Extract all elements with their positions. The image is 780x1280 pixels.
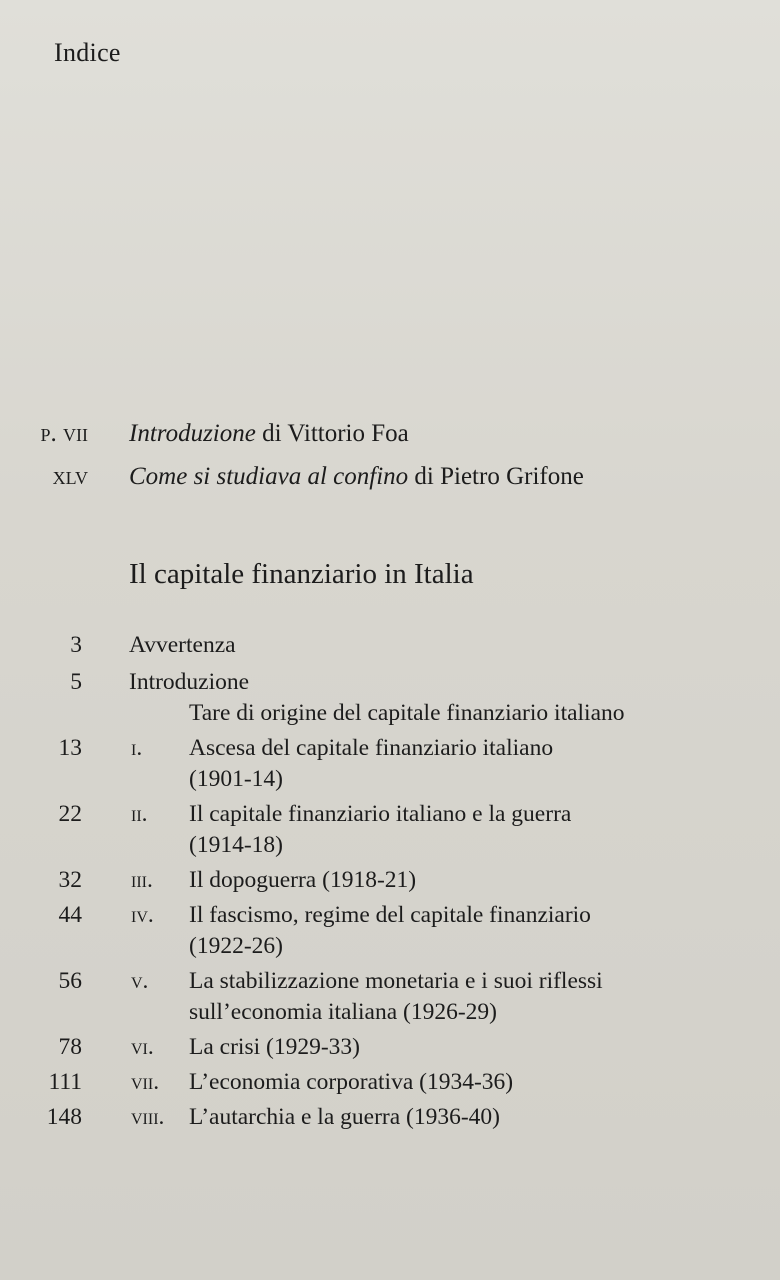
page-number: 32 <box>58 867 82 893</box>
entry-title-continued: (1914-18) <box>189 832 283 858</box>
entry-title: Introduzione <box>129 669 250 695</box>
toc-entry <box>0 799 780 830</box>
page-number: 13 <box>58 735 82 761</box>
table-of-contents <box>0 630 780 1133</box>
entry-title: Ascesa del capitale finanziario italiano <box>189 735 554 761</box>
entry-title-continued: sull’economia italiana (1926-29) <box>189 999 498 1025</box>
toc-entry <box>0 900 780 931</box>
page-number: p. vii <box>40 420 88 447</box>
toc-subtitle-row <box>0 698 780 729</box>
page-number: 56 <box>58 968 82 994</box>
page-number: 3 <box>70 632 82 658</box>
entry-title: La crisi (1929-33) <box>189 1034 360 1060</box>
toc-entry <box>0 630 780 661</box>
toc-entry <box>0 865 780 896</box>
entry-title: Il capitale finanziario italiano e la guerra <box>189 801 572 827</box>
chapter-numeral: i. <box>131 735 143 761</box>
toc-entry <box>0 733 780 764</box>
chapter-numeral: vi. <box>131 1034 154 1060</box>
toc-continuation-row <box>0 764 780 795</box>
page-number: 5 <box>70 669 82 695</box>
page-number: 78 <box>58 1034 82 1060</box>
entry-title-author: di Vittorio Foa <box>255 420 409 447</box>
page-number: 22 <box>58 801 82 827</box>
entry-title-continued: (1922-26) <box>189 933 283 959</box>
chapter-numeral: iv. <box>131 902 154 928</box>
entry-title <box>129 420 409 448</box>
entry-title: Il dopoguerra (1918-21) <box>189 867 417 893</box>
chapter-numeral: vii. <box>131 1069 160 1095</box>
page-number: 44 <box>58 902 82 928</box>
entry-title-continued: (1901-14) <box>189 766 283 792</box>
entry-title: Il fascismo, regime del capitale finanziario <box>189 902 591 928</box>
toc-entry <box>0 966 780 997</box>
entry-subtitle: Tare di origine del capitale finanziario italiano <box>189 700 625 726</box>
chapter-numeral: viii. <box>131 1104 165 1130</box>
toc-entry <box>0 1067 780 1098</box>
toc-continuation-row <box>0 997 780 1028</box>
entry-title <box>129 463 584 491</box>
entry-title: L’autarchia e la guerra (1936-40) <box>189 1104 501 1130</box>
toc-continuation-row <box>0 931 780 962</box>
page-heading: Indice <box>54 38 121 67</box>
entry-title: La stabilizzazione monetaria e i suoi riflessi <box>189 968 603 994</box>
chapter-numeral: iii. <box>131 867 153 893</box>
entry-title-italic: Come si studiava al confino <box>129 463 409 490</box>
page-number: xlv <box>52 463 88 490</box>
chapter-numeral: v. <box>131 968 149 994</box>
toc-entry <box>0 667 780 698</box>
chapter-numeral: ii. <box>131 801 148 827</box>
entry-title-author: di Pietro Grifone <box>408 463 584 490</box>
toc-continuation-row <box>0 830 780 861</box>
entry-title: Avvertenza <box>129 632 236 658</box>
entry-title: L’economia corporativa (1934-36) <box>189 1069 514 1095</box>
page-number: 111 <box>48 1069 82 1095</box>
toc-entry <box>0 1032 780 1063</box>
entry-title-italic: Introduzione <box>129 420 256 447</box>
part-title: Il capitale finanziario in Italia <box>129 558 474 590</box>
toc-entry <box>0 1102 780 1133</box>
page-number: 148 <box>46 1104 82 1130</box>
